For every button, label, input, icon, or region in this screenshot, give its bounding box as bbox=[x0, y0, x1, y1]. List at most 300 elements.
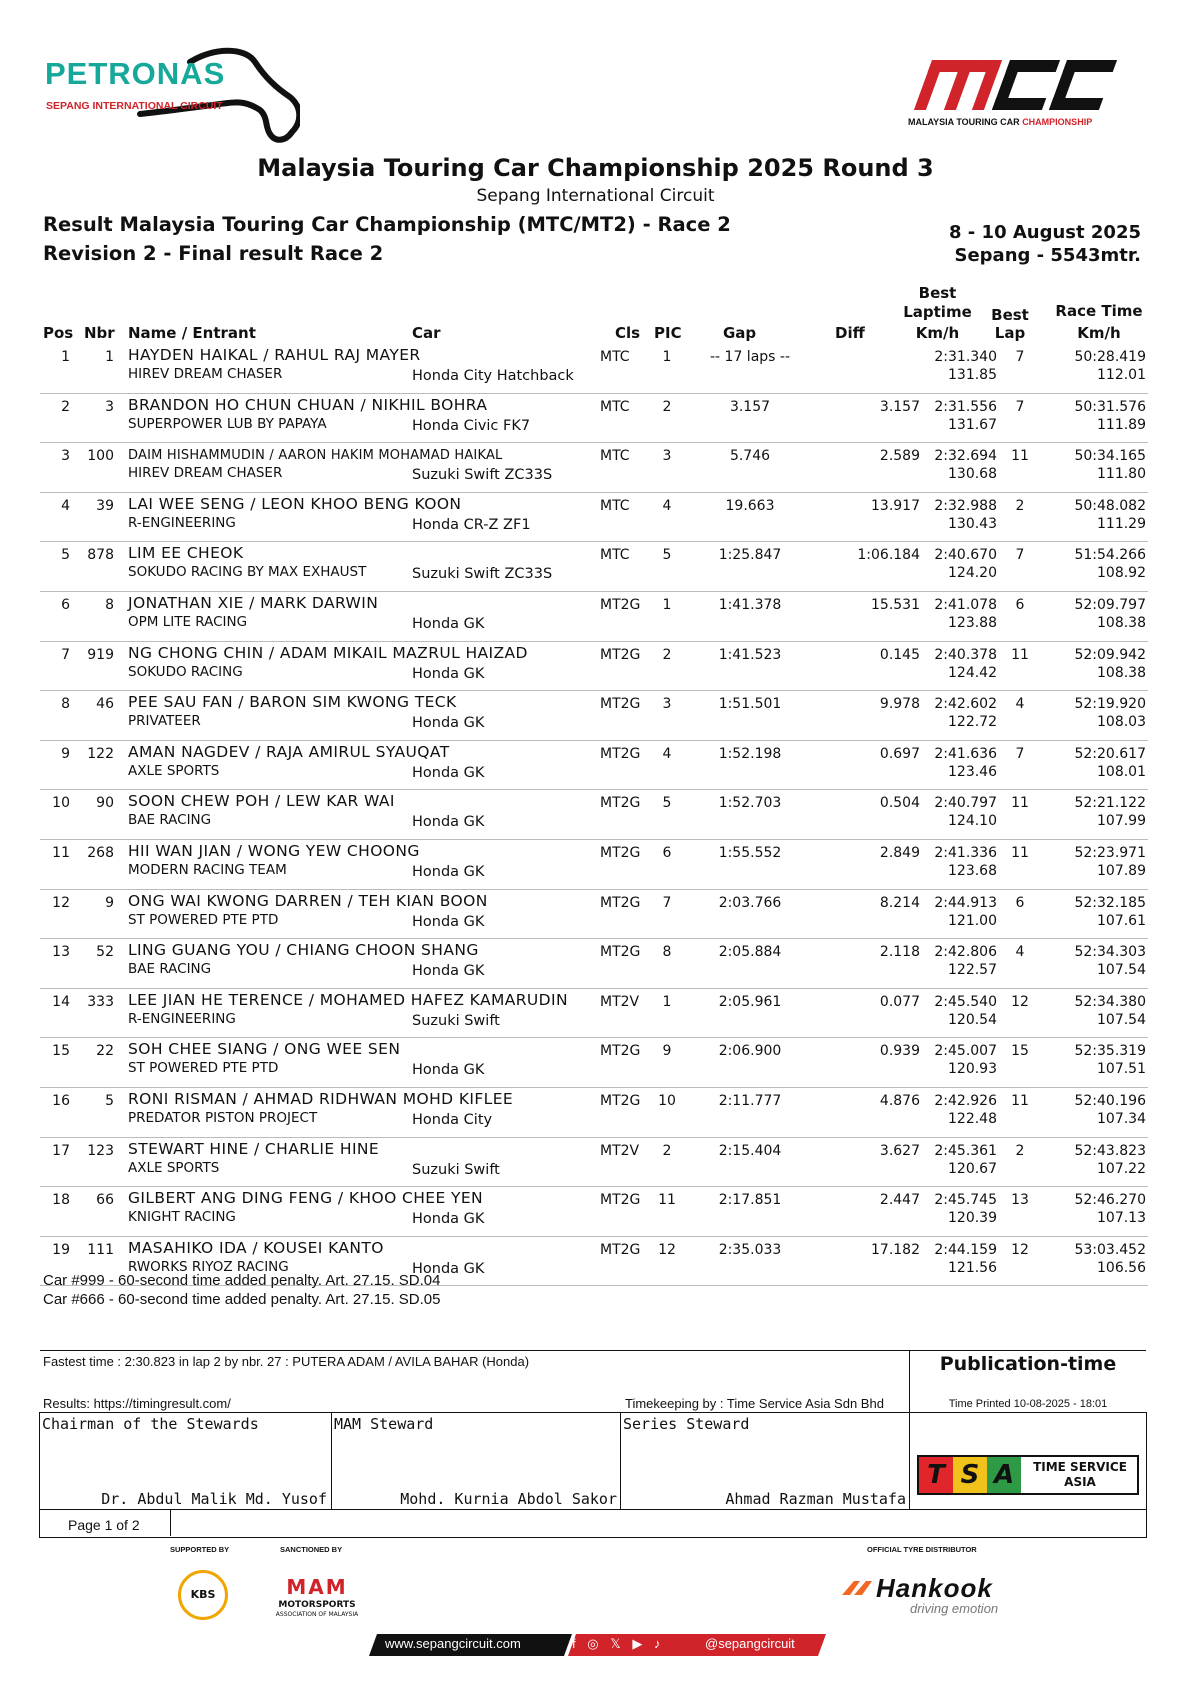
table-row bbox=[40, 344, 1148, 394]
tsa-logo bbox=[917, 1455, 1139, 1495]
best-lap-speed-cell: 124.20 bbox=[948, 565, 997, 582]
best-lap-number-cell: 12 bbox=[1011, 1241, 1029, 1258]
gap-cell: 1:41.523 bbox=[718, 646, 782, 663]
sig-divider-2 bbox=[620, 1412, 621, 1509]
car-model: Honda GK bbox=[412, 764, 485, 781]
diff-cell: 15.531 bbox=[871, 596, 920, 613]
class-cell: MT2V bbox=[600, 993, 640, 1010]
best-lap-number-cell: 11 bbox=[1011, 844, 1029, 861]
best-laptime-cell: 2:40.797 bbox=[934, 795, 997, 812]
race-time-cell: 51:54.266 bbox=[1074, 547, 1146, 564]
driver-names: AMAN NAGDEV / RAJA AMIRUL SYAUQAT bbox=[128, 742, 450, 761]
col-cls: Cls bbox=[615, 324, 641, 342]
mtcc-sub-a: MALAYSIA TOURING CAR bbox=[908, 117, 1023, 127]
best-laptime-cell: 2:40.670 bbox=[934, 547, 997, 564]
gap-cell: 1:55.552 bbox=[718, 844, 782, 861]
petronas-logo: PETRONAS bbox=[45, 56, 226, 91]
pos-cell: 18 bbox=[52, 1192, 70, 1209]
petronas-logo-subtitle: SEPANG INTERNATIONAL CIRCUIT bbox=[46, 100, 223, 112]
race-speed-cell: 111.29 bbox=[1097, 515, 1146, 532]
pic-cell: 8 bbox=[662, 944, 672, 961]
race-time-cell: 50:34.165 bbox=[1074, 448, 1146, 465]
table-row bbox=[40, 790, 1148, 840]
gap-cell: 2:17.851 bbox=[718, 1192, 782, 1209]
best-lap-number-cell: 2 bbox=[1015, 497, 1025, 514]
results-url[interactable]: Results: https://timingresult.com/ bbox=[43, 1396, 231, 1411]
diff-cell: 0.077 bbox=[879, 993, 920, 1010]
class-cell: MT2G bbox=[600, 844, 641, 861]
race-speed-cell: 108.38 bbox=[1097, 664, 1146, 681]
col-best-laptime-2: Laptime bbox=[903, 303, 972, 321]
nbr-cell: 52 bbox=[96, 944, 114, 961]
table-row bbox=[40, 394, 1148, 444]
col-pic: PIC bbox=[654, 324, 682, 342]
table-row bbox=[40, 1138, 1148, 1188]
diff-cell: 8.214 bbox=[879, 894, 920, 911]
gap-cell: -- 17 laps -- bbox=[709, 349, 791, 365]
class-cell: MT2G bbox=[600, 894, 641, 911]
facebook-icon[interactable]: f bbox=[572, 1636, 580, 1651]
car-model: Honda GK bbox=[412, 863, 485, 880]
result-title: Result Malaysia Touring Car Championship (MTC/MT2) - Race 2 bbox=[43, 213, 731, 236]
best-laptime-cell: 2:44.159 bbox=[934, 1241, 997, 1258]
driver-names: LAI WEE SENG / LEON KHOO BENG KOON bbox=[128, 494, 462, 513]
social-handle[interactable]: @sepangcircuit bbox=[705, 1636, 795, 1651]
table-row bbox=[40, 542, 1148, 592]
best-laptime-cell: 2:31.556 bbox=[934, 398, 997, 415]
best-lap-number-cell: 11 bbox=[1011, 795, 1029, 812]
instagram-icon[interactable]: ◎ bbox=[587, 1636, 603, 1651]
race-time-cell: 50:48.082 bbox=[1074, 497, 1146, 514]
col-nbr: Nbr bbox=[84, 324, 115, 342]
diff-cell: 0.939 bbox=[879, 1043, 920, 1060]
pic-cell: 2 bbox=[662, 398, 672, 415]
pos-cell: 14 bbox=[52, 993, 70, 1010]
car-model: Honda Civic FK7 bbox=[412, 417, 531, 434]
best-lap-speed-cell: 122.72 bbox=[948, 714, 997, 731]
best-lap-number-cell: 2 bbox=[1015, 1142, 1025, 1159]
mam-logo-sub2: ASSOCIATION OF MALAYSIA bbox=[275, 1611, 359, 1618]
entrant-name: BAE RACING bbox=[128, 812, 212, 829]
gap-cell: 1:41.378 bbox=[718, 596, 782, 613]
class-cell: MT2G bbox=[600, 795, 641, 812]
pos-cell: 1 bbox=[61, 349, 70, 365]
col-race-time-2: Km/h bbox=[1077, 324, 1121, 342]
best-lap-number-cell: 12 bbox=[1011, 993, 1029, 1010]
col-best-lap-2: Lap bbox=[994, 324, 1026, 342]
entrant-name: AXLE SPORTS bbox=[128, 762, 220, 779]
class-cell: MT2G bbox=[600, 646, 641, 663]
driver-names: SOH CHEE SIANG / ONG WEE SEN bbox=[128, 1040, 401, 1059]
race-speed-cell: 111.89 bbox=[1097, 416, 1146, 433]
col-car: Car bbox=[412, 324, 441, 342]
table-row bbox=[40, 741, 1148, 791]
entrant-name: HIREV DREAM CHASER bbox=[128, 366, 283, 382]
penalty-note-1: Car #999 - 60-second time added penalty. Art. 27.15. SD.04 bbox=[43, 1272, 441, 1289]
race-time-cell: 52:46.270 bbox=[1074, 1192, 1146, 1209]
chairman-label: Chairman of the Stewards bbox=[42, 1415, 259, 1433]
page-divider bbox=[170, 1509, 171, 1536]
entrant-name: PREDATOR PISTON PROJECT bbox=[128, 1109, 318, 1126]
signature-box-bottom-line bbox=[40, 1509, 1146, 1510]
race-speed-cell: 107.54 bbox=[1097, 1011, 1146, 1028]
race-speed-cell: 107.89 bbox=[1097, 862, 1146, 879]
race-time-cell: 52:19.920 bbox=[1074, 696, 1146, 713]
entrant-name: ST POWERED PTE PTD bbox=[128, 911, 279, 928]
hankook-tagline: driving emotion bbox=[910, 1601, 999, 1616]
best-lap-speed-cell: 121.00 bbox=[948, 912, 997, 929]
entrant-name: R-ENGINEERING bbox=[128, 514, 236, 531]
best-lap-speed-cell: 131.85 bbox=[948, 367, 997, 383]
gap-cell: 2:05.961 bbox=[718, 993, 782, 1010]
diff-cell: 1:06.184 bbox=[857, 547, 920, 564]
best-lap-speed-cell: 121.56 bbox=[948, 1259, 997, 1276]
race-speed-cell: 107.99 bbox=[1097, 813, 1146, 830]
class-cell: MT2G bbox=[600, 1043, 641, 1060]
race-time-cell: 52:23.971 bbox=[1074, 844, 1146, 861]
diff-cell: 9.978 bbox=[879, 696, 920, 713]
entrant-name: OPM LITE RACING bbox=[128, 613, 248, 630]
event-location: Sepang - 5543mtr. bbox=[954, 245, 1141, 266]
timekeeping-credit: Timekeeping by : Time Service Asia Sdn Bhd bbox=[625, 1396, 884, 1411]
best-lap-speed-cell: 120.39 bbox=[948, 1210, 997, 1227]
table-row bbox=[40, 1038, 1148, 1088]
best-lap-speed-cell: 130.68 bbox=[948, 466, 997, 483]
pic-cell: 1 bbox=[662, 596, 672, 613]
diff-cell: 2.118 bbox=[879, 944, 920, 961]
gap-cell: 1:25.847 bbox=[718, 547, 782, 564]
best-lap-number-cell: 15 bbox=[1011, 1043, 1029, 1060]
car-model: Suzuki Swift bbox=[412, 1161, 500, 1178]
gap-cell: 1:52.198 bbox=[718, 745, 782, 762]
car-model: Honda GK bbox=[412, 913, 485, 930]
youtube-icon[interactable]: ▶ bbox=[632, 1636, 647, 1651]
class-cell: MT2V bbox=[600, 1142, 640, 1159]
table-row bbox=[40, 443, 1148, 493]
results-table bbox=[40, 344, 1148, 1286]
tsa-letter-a: A bbox=[987, 1457, 1021, 1493]
race-time-cell: 52:34.303 bbox=[1074, 944, 1146, 961]
social-icons[interactable] bbox=[572, 1636, 664, 1652]
nbr-cell: 9 bbox=[105, 894, 114, 911]
entrant-name: HIREV DREAM CHASER bbox=[128, 465, 283, 482]
race-speed-cell: 107.54 bbox=[1097, 962, 1146, 979]
pic-cell: 3 bbox=[662, 448, 672, 465]
gap-cell: 2:35.033 bbox=[718, 1241, 782, 1258]
class-cell: MTC bbox=[600, 349, 630, 365]
pic-cell: 12 bbox=[658, 1241, 676, 1258]
gap-cell: 1:51.501 bbox=[718, 696, 782, 713]
table-row bbox=[40, 989, 1148, 1039]
tsa-letter-s: S bbox=[953, 1457, 987, 1493]
gap-cell: 2:15.404 bbox=[718, 1142, 782, 1159]
table-row bbox=[40, 1187, 1148, 1237]
table-row bbox=[40, 493, 1148, 543]
table-row bbox=[40, 939, 1148, 989]
supported-by-label: SUPPORTED BY bbox=[170, 1545, 230, 1554]
nbr-cell: 919 bbox=[87, 646, 114, 663]
race-time-cell: 52:35.319 bbox=[1074, 1043, 1146, 1060]
table-row bbox=[40, 642, 1148, 692]
best-laptime-cell: 2:45.007 bbox=[934, 1043, 997, 1060]
col-gap: Gap bbox=[723, 324, 757, 342]
pos-cell: 16 bbox=[52, 1092, 70, 1109]
car-model: Honda GK bbox=[412, 1062, 485, 1079]
best-laptime-cell: 2:45.361 bbox=[934, 1142, 997, 1159]
penalty-note-2: Car #666 - 60-second time added penalty. Art. 27.15. SD.05 bbox=[43, 1291, 441, 1308]
best-laptime-cell: 2:42.926 bbox=[934, 1092, 997, 1109]
pos-cell: 13 bbox=[52, 944, 70, 961]
nbr-cell: 5 bbox=[105, 1092, 114, 1109]
nbr-cell: 100 bbox=[87, 448, 114, 465]
driver-names: RONI RISMAN / AHMAD RIDHWAN MOHD KIFLEE bbox=[128, 1089, 514, 1108]
class-cell: MTC bbox=[600, 398, 630, 415]
class-cell: MT2G bbox=[600, 745, 641, 762]
race-speed-cell: 112.01 bbox=[1097, 367, 1146, 383]
best-laptime-cell: 2:41.078 bbox=[934, 596, 997, 613]
race-speed-cell: 108.01 bbox=[1097, 763, 1146, 780]
chairman-name: Dr. Abdul Malik Md. Yusof bbox=[101, 1490, 327, 1508]
mtcc-logo-subtitle bbox=[908, 117, 1092, 127]
class-cell: MT2G bbox=[600, 944, 641, 961]
car-model: Honda GK bbox=[412, 814, 485, 831]
entrant-name: PRIVATEER bbox=[128, 713, 201, 730]
pos-cell: 12 bbox=[52, 894, 70, 911]
pos-cell: 2 bbox=[61, 398, 70, 415]
gap-cell: 2:06.900 bbox=[718, 1043, 782, 1060]
pic-cell: 1 bbox=[662, 993, 672, 1010]
race-speed-cell: 108.03 bbox=[1097, 714, 1146, 731]
best-laptime-cell: 2:45.745 bbox=[934, 1192, 997, 1209]
driver-names: LIM EE CHEOK bbox=[128, 544, 244, 563]
table-row bbox=[40, 890, 1148, 940]
best-laptime-cell: 2:44.913 bbox=[934, 894, 997, 911]
website-link[interactable]: www.sepangcircuit.com bbox=[385, 1636, 521, 1651]
table-row bbox=[40, 592, 1148, 642]
pic-cell: 6 bbox=[662, 844, 672, 861]
driver-names: DAIM HISHAMMUDIN / AARON HAKIM MOHAMAD HAIKAL bbox=[128, 448, 503, 464]
race-speed-cell: 107.13 bbox=[1097, 1210, 1146, 1227]
entrant-name: MODERN RACING TEAM bbox=[128, 861, 287, 878]
nbr-cell: 39 bbox=[96, 497, 114, 514]
nbr-cell: 123 bbox=[87, 1142, 114, 1159]
race-speed-cell: 106.56 bbox=[1097, 1259, 1146, 1276]
series-steward-name: Ahmad Razman Mustafa bbox=[725, 1490, 906, 1508]
table-row bbox=[40, 1088, 1148, 1138]
tiktok-icon[interactable]: ♪ bbox=[653, 1636, 665, 1651]
col-best-laptime-3: Km/h bbox=[915, 324, 960, 342]
nbr-cell: 111 bbox=[87, 1241, 114, 1258]
race-time-cell: 52:40.196 bbox=[1074, 1092, 1146, 1109]
pic-cell: 5 bbox=[662, 795, 672, 812]
page-subtitle: Sepang International Circuit bbox=[476, 186, 715, 206]
driver-names: ONG WAI KWONG DARREN / TEH KIAN BOON bbox=[128, 891, 488, 910]
pos-cell: 9 bbox=[61, 745, 70, 762]
col-best-laptime-1: Best bbox=[918, 284, 957, 302]
driver-names: NG CHONG CHIN / ADAM MIKAIL MAZRUL HAIZAD bbox=[128, 643, 528, 662]
nbr-cell: 1 bbox=[105, 349, 114, 365]
best-lap-number-cell: 4 bbox=[1015, 696, 1025, 713]
driver-names: GILBERT ANG DING FENG / KHOO CHEE YEN bbox=[128, 1189, 484, 1208]
race-time-cell: 52:09.797 bbox=[1074, 596, 1146, 613]
mtcc-logo bbox=[905, 52, 1120, 122]
pos-cell: 4 bbox=[61, 497, 70, 514]
col-best-lap-1: Best bbox=[991, 306, 1029, 324]
best-lap-number-cell: 11 bbox=[1011, 646, 1029, 663]
fastest-time: Fastest time : 2:30.823 in lap 2 by nbr. 27 : PUTERA ADAM / AVILA BAHAR (Honda) bbox=[43, 1354, 530, 1369]
pos-cell: 3 bbox=[61, 448, 70, 465]
best-lap-number-cell: 13 bbox=[1011, 1192, 1029, 1209]
driver-names: PEE SAU FAN / BARON SIM KWONG TECK bbox=[128, 693, 457, 712]
best-lap-number-cell: 7 bbox=[1015, 547, 1025, 564]
race-speed-cell: 107.22 bbox=[1097, 1160, 1146, 1177]
best-lap-speed-cell: 120.67 bbox=[948, 1160, 997, 1177]
pic-cell: 2 bbox=[662, 646, 672, 663]
revision-label: Revision 2 - Final result Race 2 bbox=[43, 242, 384, 265]
car-model: Honda GK bbox=[412, 1211, 485, 1228]
pos-cell: 5 bbox=[61, 547, 70, 564]
entrant-name: SOKUDO RACING bbox=[128, 663, 243, 680]
race-speed-cell: 107.34 bbox=[1097, 1110, 1146, 1127]
class-cell: MTC bbox=[600, 547, 630, 564]
best-lap-number-cell: 11 bbox=[1011, 1092, 1029, 1109]
sig-divider-3 bbox=[909, 1412, 910, 1509]
driver-names: HII WAN JIAN / WONG YEW CHOONG bbox=[128, 841, 420, 860]
table-row bbox=[40, 691, 1148, 741]
race-time-cell: 52:43.823 bbox=[1074, 1142, 1146, 1159]
best-lap-speed-cell: 123.88 bbox=[948, 614, 997, 631]
best-lap-number-cell: 7 bbox=[1015, 349, 1025, 365]
best-lap-speed-cell: 122.48 bbox=[948, 1110, 997, 1127]
series-steward-label: Series Steward bbox=[623, 1415, 750, 1433]
diff-cell: 0.145 bbox=[879, 646, 920, 663]
pos-cell: 19 bbox=[52, 1241, 70, 1258]
car-model: Honda GK bbox=[412, 1260, 485, 1277]
entrant-name: BAE RACING bbox=[128, 961, 212, 978]
tyre-distributor-label: OFFICIAL TYRE DISTRIBUTOR bbox=[867, 1545, 977, 1554]
race-time-cell: 52:09.942 bbox=[1074, 646, 1146, 663]
pic-cell: 3 bbox=[662, 696, 672, 713]
best-lap-number-cell: 7 bbox=[1015, 398, 1025, 415]
best-lap-speed-cell: 120.93 bbox=[948, 1061, 997, 1078]
diff-cell: 3.157 bbox=[879, 398, 920, 415]
race-time-cell: 52:34.380 bbox=[1074, 993, 1146, 1010]
nbr-cell: 8 bbox=[105, 596, 114, 613]
pos-cell: 8 bbox=[61, 696, 70, 713]
driver-names: STEWART HINE / CHARLIE HINE bbox=[128, 1139, 380, 1158]
mtcc-sub-b: CHAMPIONSHIP bbox=[1022, 117, 1093, 127]
event-date: 8 - 10 August 2025 bbox=[949, 222, 1141, 243]
gap-cell: 19.663 bbox=[725, 497, 775, 514]
car-model: Honda GK bbox=[412, 665, 485, 682]
best-lap-speed-cell: 131.67 bbox=[948, 416, 997, 433]
class-cell: MT2G bbox=[600, 696, 641, 713]
car-model: Honda CR-Z ZF1 bbox=[412, 516, 531, 533]
col-race-time-1: Race Time bbox=[1055, 302, 1143, 320]
col-pos: Pos bbox=[43, 324, 74, 342]
best-lap-speed-cell: 130.43 bbox=[948, 515, 997, 532]
time-printed: Time Printed 10-08-2025 - 18:01 bbox=[948, 1398, 1108, 1410]
race-speed-cell: 111.80 bbox=[1097, 466, 1146, 483]
diff-cell: 2.589 bbox=[879, 448, 920, 465]
car-model: Honda GK bbox=[412, 615, 485, 632]
best-lap-number-cell: 4 bbox=[1015, 944, 1025, 961]
car-model: Honda City bbox=[412, 1111, 493, 1128]
pic-cell: 7 bbox=[662, 894, 672, 911]
mam-logo-sub: MOTORSPORTS bbox=[278, 1600, 356, 1610]
entrant-name: KNIGHT RACING bbox=[128, 1209, 236, 1226]
car-model: Honda GK bbox=[412, 963, 485, 980]
car-model: Suzuki Swift ZC33S bbox=[412, 467, 553, 484]
race-time-cell: 52:21.122 bbox=[1074, 795, 1146, 812]
driver-names: BRANDON HO CHUN CHUAN / NIKHIL BOHRA bbox=[128, 395, 488, 414]
race-speed-cell: 107.51 bbox=[1097, 1061, 1146, 1078]
pos-cell: 6 bbox=[61, 596, 70, 613]
pic-cell: 4 bbox=[662, 745, 672, 762]
footer-divider bbox=[40, 1350, 1146, 1351]
race-speed-cell: 108.38 bbox=[1097, 614, 1146, 631]
best-lap-speed-cell: 123.68 bbox=[948, 862, 997, 879]
mam-steward-name: Mohd. Kurnia Abdol Sakor bbox=[400, 1490, 617, 1508]
pic-cell: 10 bbox=[658, 1092, 676, 1109]
pos-cell: 17 bbox=[52, 1142, 70, 1159]
race-time-cell: 50:28.419 bbox=[1074, 349, 1146, 365]
class-cell: MT2G bbox=[600, 1192, 641, 1209]
publication-time-label: Publication-time bbox=[939, 1353, 1117, 1375]
pos-cell: 7 bbox=[61, 646, 70, 663]
sig-divider-1 bbox=[331, 1412, 332, 1509]
car-model: Suzuki Swift bbox=[412, 1012, 500, 1029]
driver-names: SOON CHEW POH / LEW KAR WAI bbox=[128, 792, 395, 811]
hankook-logo: Hankook bbox=[876, 1573, 993, 1603]
diff-cell: 2.447 bbox=[879, 1192, 920, 1209]
tsa-text-2: ASIA bbox=[1064, 1475, 1096, 1489]
gap-cell: 1:52.703 bbox=[718, 795, 782, 812]
class-cell: MTC bbox=[600, 448, 630, 465]
entrant-name: ST POWERED PTE PTD bbox=[128, 1060, 279, 1077]
diff-cell: 3.627 bbox=[879, 1142, 920, 1159]
car-model: Suzuki Swift ZC33S bbox=[412, 566, 553, 583]
driver-names: MASAHIKO IDA / KOUSEI KANTO bbox=[128, 1238, 384, 1257]
pos-cell: 11 bbox=[52, 844, 70, 861]
best-laptime-cell: 2:41.336 bbox=[934, 844, 997, 861]
x-icon[interactable]: 𝕏 bbox=[610, 1636, 625, 1651]
entrant-name: RWORKS RIYOZ RACING bbox=[128, 1258, 289, 1275]
best-laptime-cell: 2:42.806 bbox=[934, 944, 997, 961]
tsa-letter-t: T bbox=[919, 1457, 953, 1493]
gap-cell: 3.157 bbox=[729, 398, 771, 415]
gap-cell: 2:03.766 bbox=[718, 894, 782, 911]
entrant-name: AXLE SPORTS bbox=[128, 1159, 220, 1176]
entrant-name: R-ENGINEERING bbox=[128, 1010, 236, 1027]
page-title: Malaysia Touring Car Championship 2025 Round 3 bbox=[257, 154, 934, 182]
best-lap-speed-cell: 124.10 bbox=[948, 813, 997, 830]
pos-cell: 15 bbox=[52, 1043, 70, 1060]
race-time-cell: 52:32.185 bbox=[1074, 894, 1146, 911]
tsa-text-1: TIME SERVICE bbox=[1033, 1460, 1127, 1474]
best-laptime-cell: 2:40.378 bbox=[934, 646, 997, 663]
class-cell: MT2G bbox=[600, 1241, 641, 1258]
diff-cell: 13.917 bbox=[871, 497, 920, 514]
best-lap-number-cell: 6 bbox=[1015, 596, 1025, 613]
best-lap-speed-cell: 122.57 bbox=[948, 962, 997, 979]
pic-cell: 5 bbox=[662, 547, 672, 564]
nbr-cell: 3 bbox=[105, 398, 114, 415]
pic-cell: 4 bbox=[662, 497, 672, 514]
sanctioned-by-label: SANCTIONED BY bbox=[280, 1545, 343, 1554]
nbr-cell: 22 bbox=[96, 1043, 114, 1060]
diff-cell: 0.697 bbox=[879, 745, 920, 762]
